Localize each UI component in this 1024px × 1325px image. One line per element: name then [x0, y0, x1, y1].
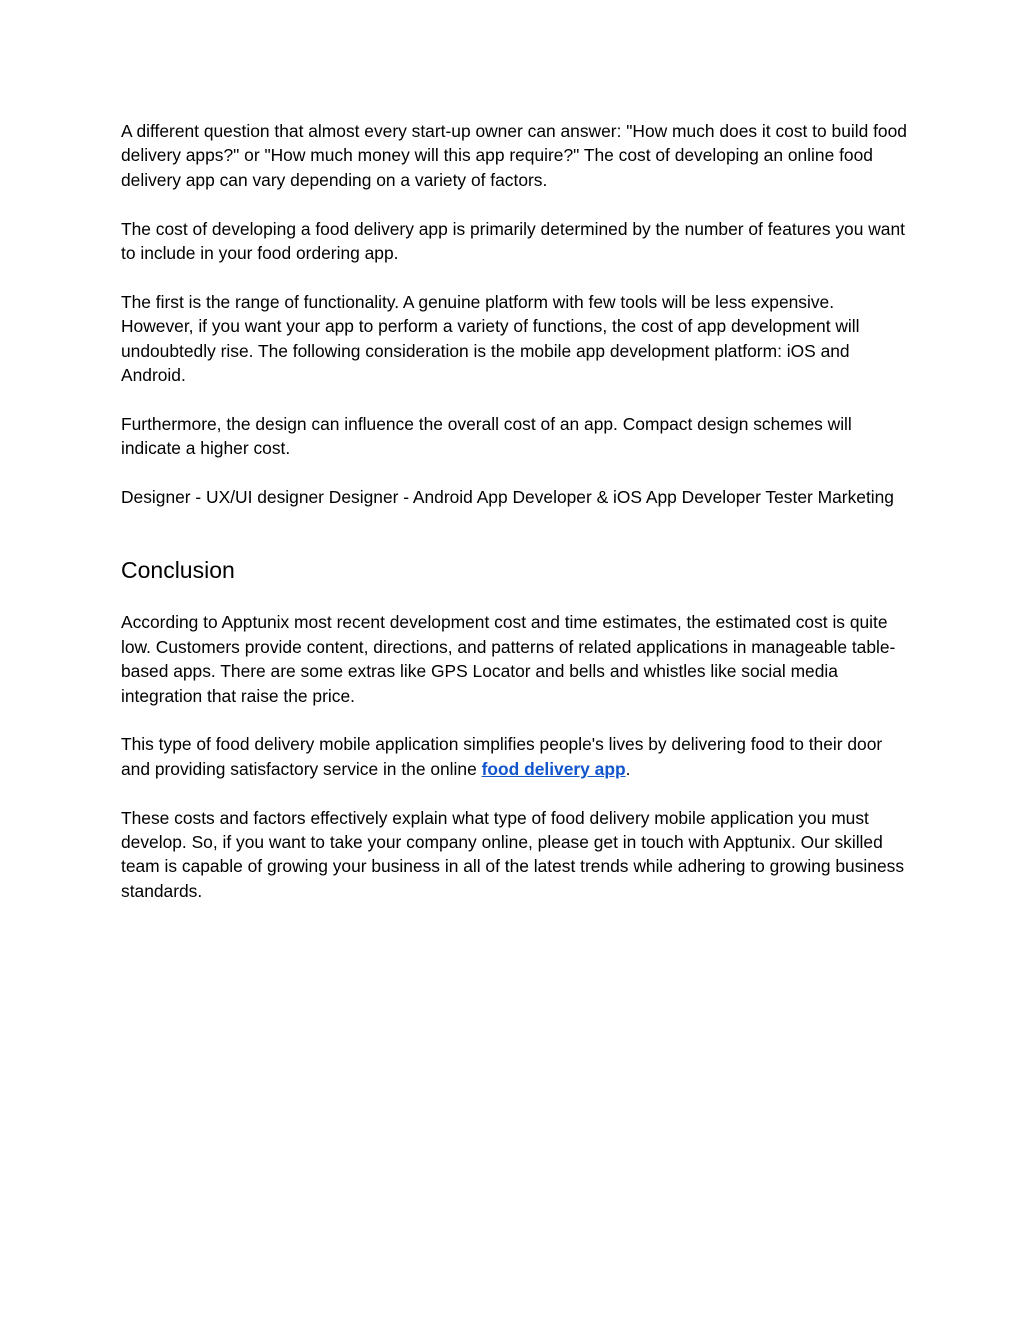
- paragraph-features: The cost of developing a food delivery app is primarily determined by the number of features you want to include in your food ordering app.: [121, 218, 905, 264]
- paragraph-team-roles: Designer - UX/UI designer Designer - Android App Developer & iOS App Developer Tester Marketing: [121, 487, 894, 508]
- paragraph-conclusion-service: [121, 732, 911, 781]
- conclusion-heading: Conclusion: [121, 557, 235, 584]
- paragraph-conclusion-estimate: According to Apptunix most recent development cost and time estimates, the estimated cost is quite low. Customers provide content, directions, and patterns of related applications in manageable table-based apps. There are some extras like GPS Locator and bells and whistles like social media integration that raise the price.: [121, 612, 896, 706]
- paragraph-cost-question: A different question that almost every start-up owner can answer: "How much does it cost to build food delivery apps?" or "How much money will this app require?" The cost of developing an online food delivery app can vary depending on a variety of factors.: [121, 121, 907, 190]
- paragraph-functionality: The first is the range of functionality. A genuine platform with few tools will be less expensive. However, if you want your app to perform a variety of functions, the cost of app development will undoubtedly rise. The following consideration is the mobile app development platform: iOS and Android.: [121, 291, 860, 386]
- food-delivery-app-link[interactable]: food delivery app: [481, 758, 626, 779]
- document-page: [121, 119, 911, 928]
- paragraph-conclusion-contact: These costs and factors effectively explain what type of food delivery mobile application you must develop. So, if you want to take your company online, please get in touch with Apptunix. Our skilled team is capable of growing your business in all of the latest trends while adhering to growing business standards.: [121, 807, 905, 901]
- paragraph-design: Furthermore, the design can influence the overall cost of an app. Compact design schemes will indicate a higher cost.: [121, 413, 852, 459]
- paragraph-conclusion-service-end: .: [625, 758, 631, 779]
- paragraph-conclusion-service-text: This type of food delivery mobile application simplifies people's lives by delivering food to their door and providing satisfactory service in the online: [121, 734, 883, 779]
